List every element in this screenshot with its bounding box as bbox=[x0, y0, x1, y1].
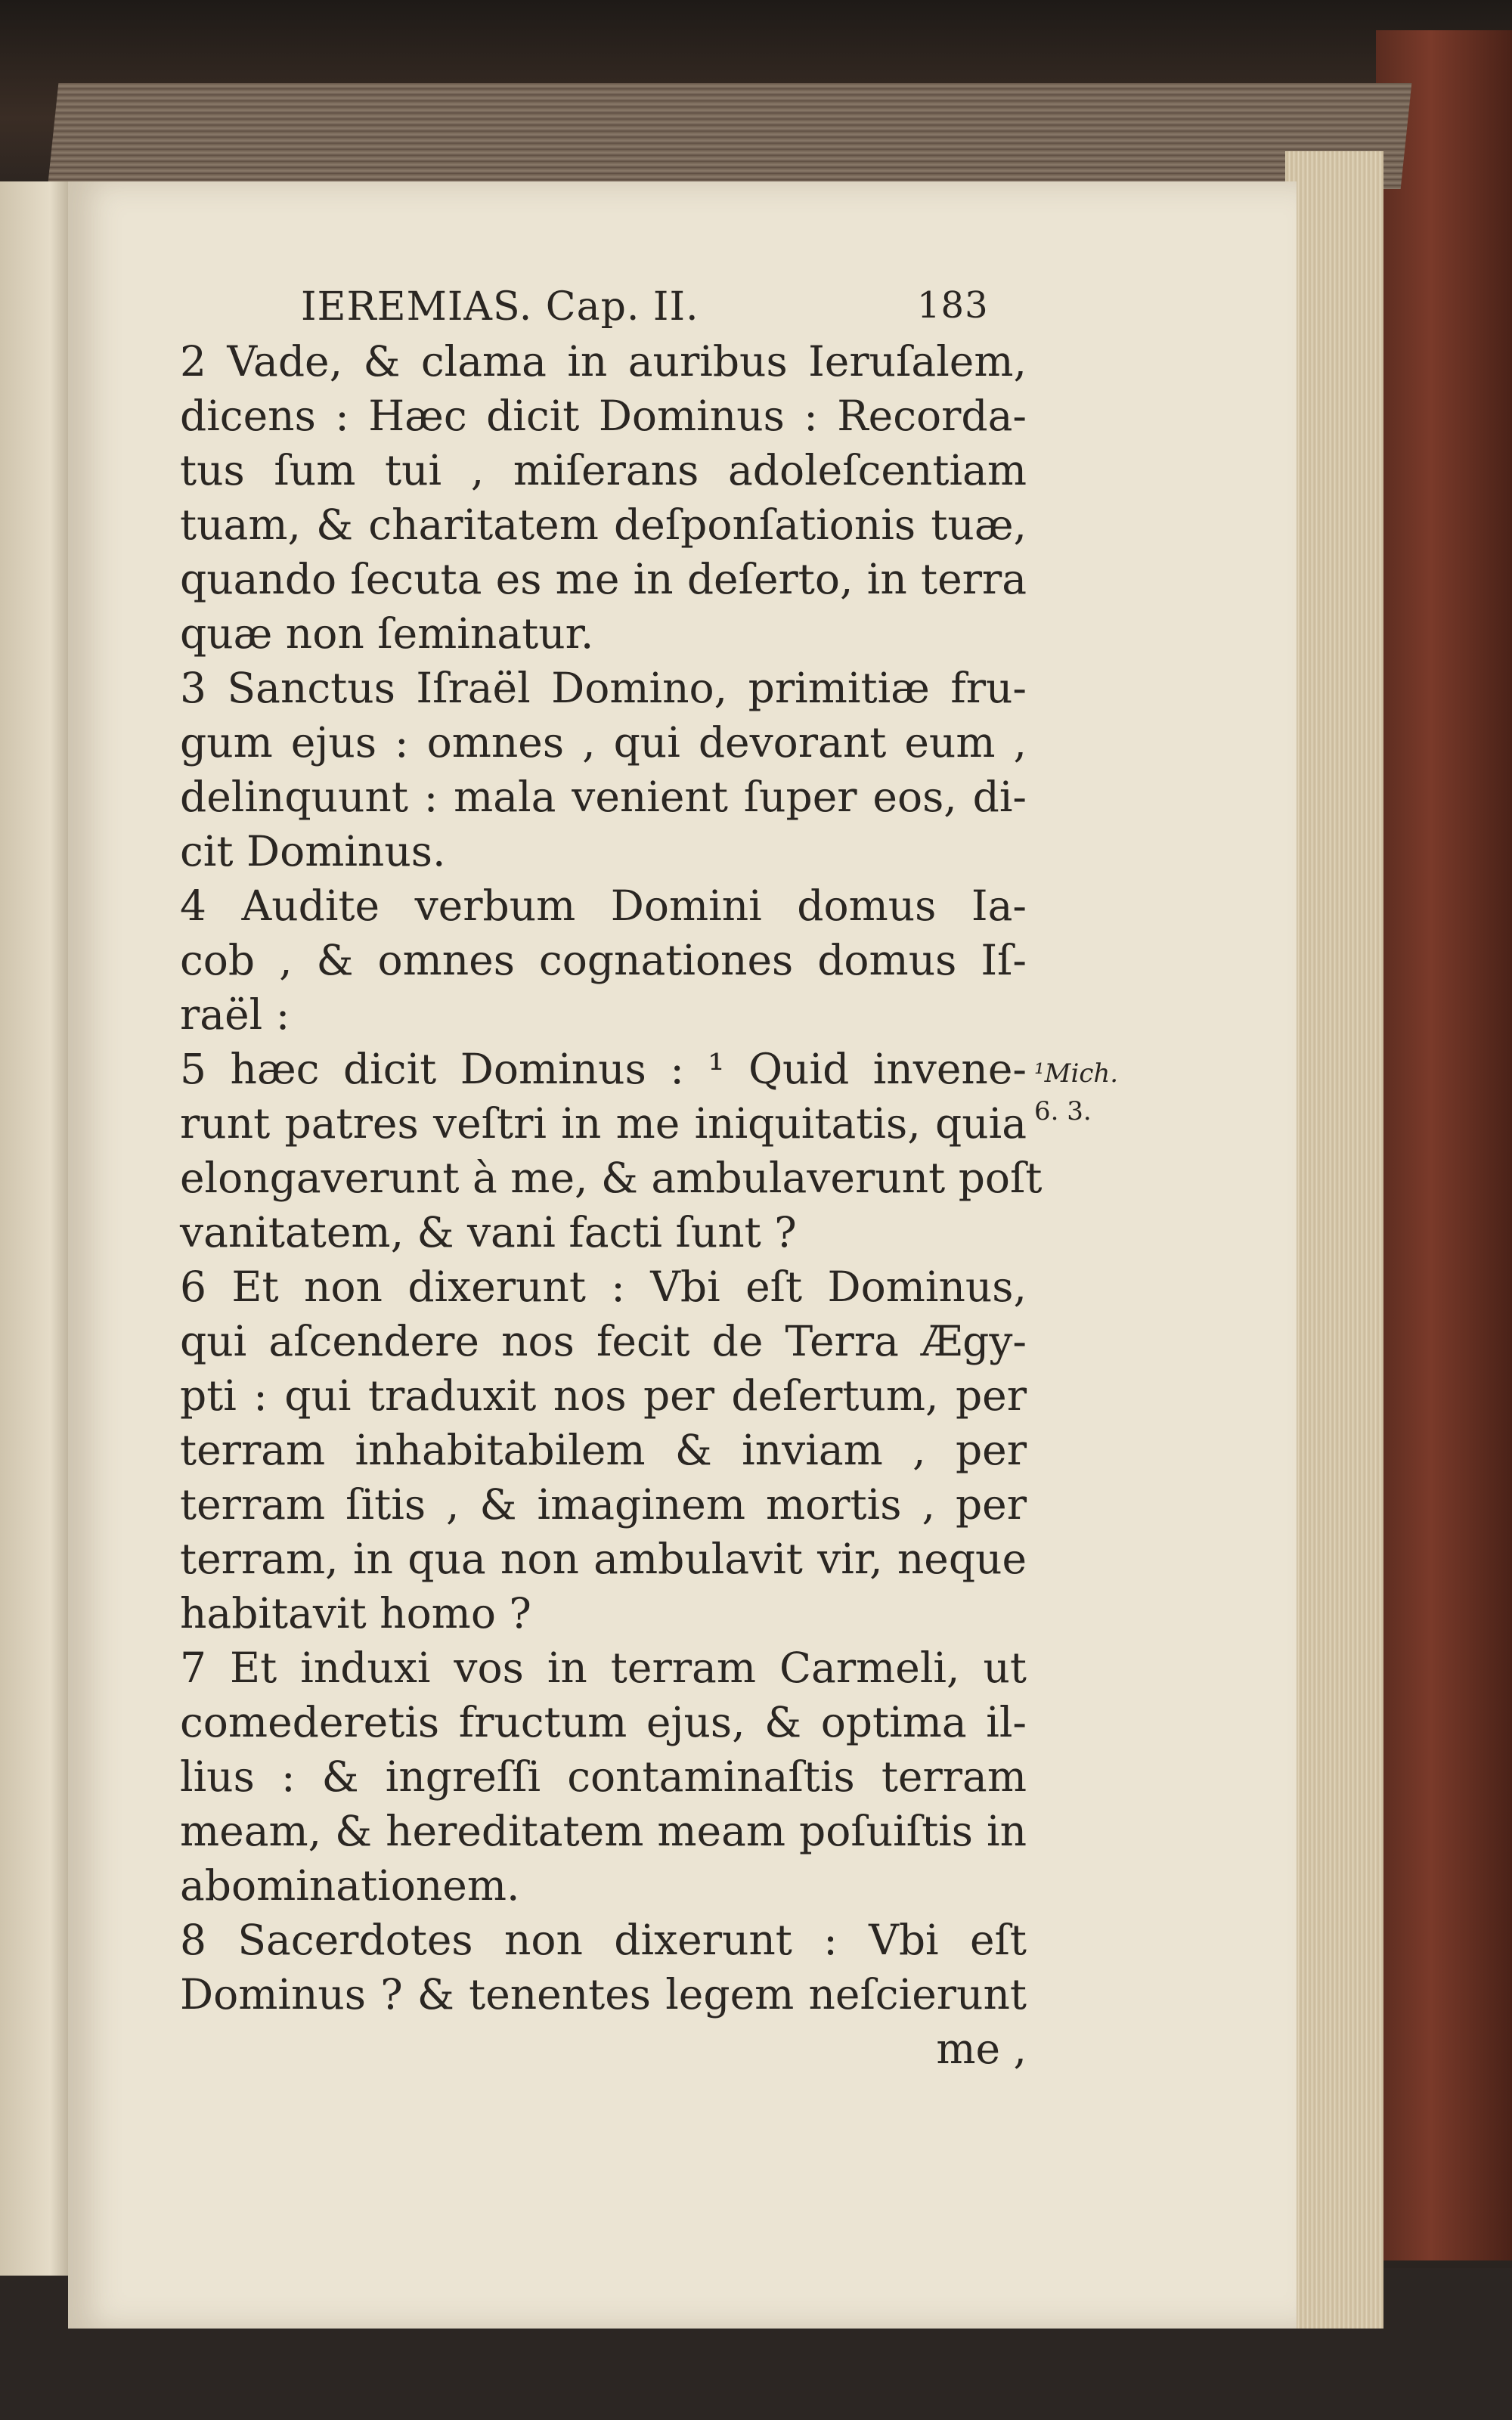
left-page-edge bbox=[0, 181, 72, 2276]
text-line: abominationem. bbox=[180, 1861, 520, 1910]
text-line: vanitatem, & vani facti ſunt ? bbox=[180, 1208, 797, 1256]
text-line: tuam, & charitatem deſponſationis tuæ, bbox=[180, 500, 1027, 549]
text-line: 3 Sanctus Iſraël Domino, primitiæ fru- bbox=[180, 664, 1027, 712]
catchword: me , bbox=[936, 2025, 1027, 2073]
margin-note-ref: ¹Mich. bbox=[1034, 1058, 1119, 1089]
text-line: dicens : Hæc dicit Dominus : Recorda- bbox=[180, 392, 1027, 440]
book-cover bbox=[1376, 30, 1512, 2260]
text-line: tus ſum tui , miſerans adoleſcentiam bbox=[180, 446, 1027, 494]
text-line: meam, & hereditatem meam poſuiſtis in bbox=[180, 1807, 1027, 1855]
text-line: 8 Sacerdotes non dixerunt : Vbi eſt bbox=[180, 1916, 1027, 1964]
text-line: quæ non ſeminatur. bbox=[180, 609, 594, 658]
text-line: gum ejus : omnes , qui devorant eum , bbox=[180, 718, 1027, 767]
text-line: terram ſitis , & imaginem mortis , per bbox=[180, 1480, 1027, 1529]
margin-note-number: 6. 3. bbox=[1034, 1096, 1092, 1126]
running-head: IEREMIAS. Cap. II. bbox=[301, 284, 699, 330]
text-line: delinquunt : mala venient ſuper eos, di- bbox=[180, 773, 1027, 821]
text-line: habitavit homo ? bbox=[180, 1589, 531, 1638]
text-line: 2 Vade, & clama in auribus Ieruſalem, bbox=[180, 337, 1027, 386]
page-number: 183 bbox=[917, 284, 989, 327]
text-line: comederetis fructum ejus, & optima il- bbox=[180, 1698, 1027, 1746]
text-line: qui aſcendere nos fecit de Terra Ægy- bbox=[180, 1317, 1027, 1365]
page-text bbox=[180, 284, 1043, 2076]
text-line: cob , & omnes cognationes domus Iſ- bbox=[180, 936, 1027, 984]
text-line: elongaverunt à me, & ambulaverunt poſt bbox=[180, 1154, 1043, 1202]
text-line: Dominus ? & tenentes legem neſcierunt bbox=[180, 1970, 1027, 2019]
text-line: pti : qui traduxit nos per deſertum, per bbox=[180, 1371, 1027, 1420]
page-header bbox=[180, 284, 1027, 334]
text-line: 7 Et induxi vos in terram Carmeli, ut bbox=[180, 1644, 1027, 1692]
text-line: quando ſecuta es me in deſerto, in terra bbox=[180, 555, 1027, 603]
text-line: 4 Audite verbum Domini domus Ia- bbox=[180, 882, 1027, 930]
text-line: terram, in qua non ambulavit vir, neque bbox=[180, 1535, 1027, 1583]
text-line: raël : bbox=[180, 990, 290, 1039]
page-edges-top bbox=[48, 83, 1412, 189]
text-line: lius : & ingreſſi contaminaſtis terram bbox=[180, 1752, 1027, 1801]
text-line: 5 hæc dicit Dominus : ¹ Quid invene- bbox=[180, 1045, 1027, 1093]
text-line: 6 Et non dixerunt : Vbi eſt Dominus, bbox=[180, 1263, 1027, 1311]
text-line: cit Dominus. bbox=[180, 827, 446, 875]
text-line: runt patres veſtri in me iniquitatis, quia bbox=[180, 1099, 1027, 1148]
page-edges-right bbox=[1285, 151, 1383, 2329]
text-line: terram inhabitabilem & inviam , per bbox=[180, 1426, 1027, 1474]
